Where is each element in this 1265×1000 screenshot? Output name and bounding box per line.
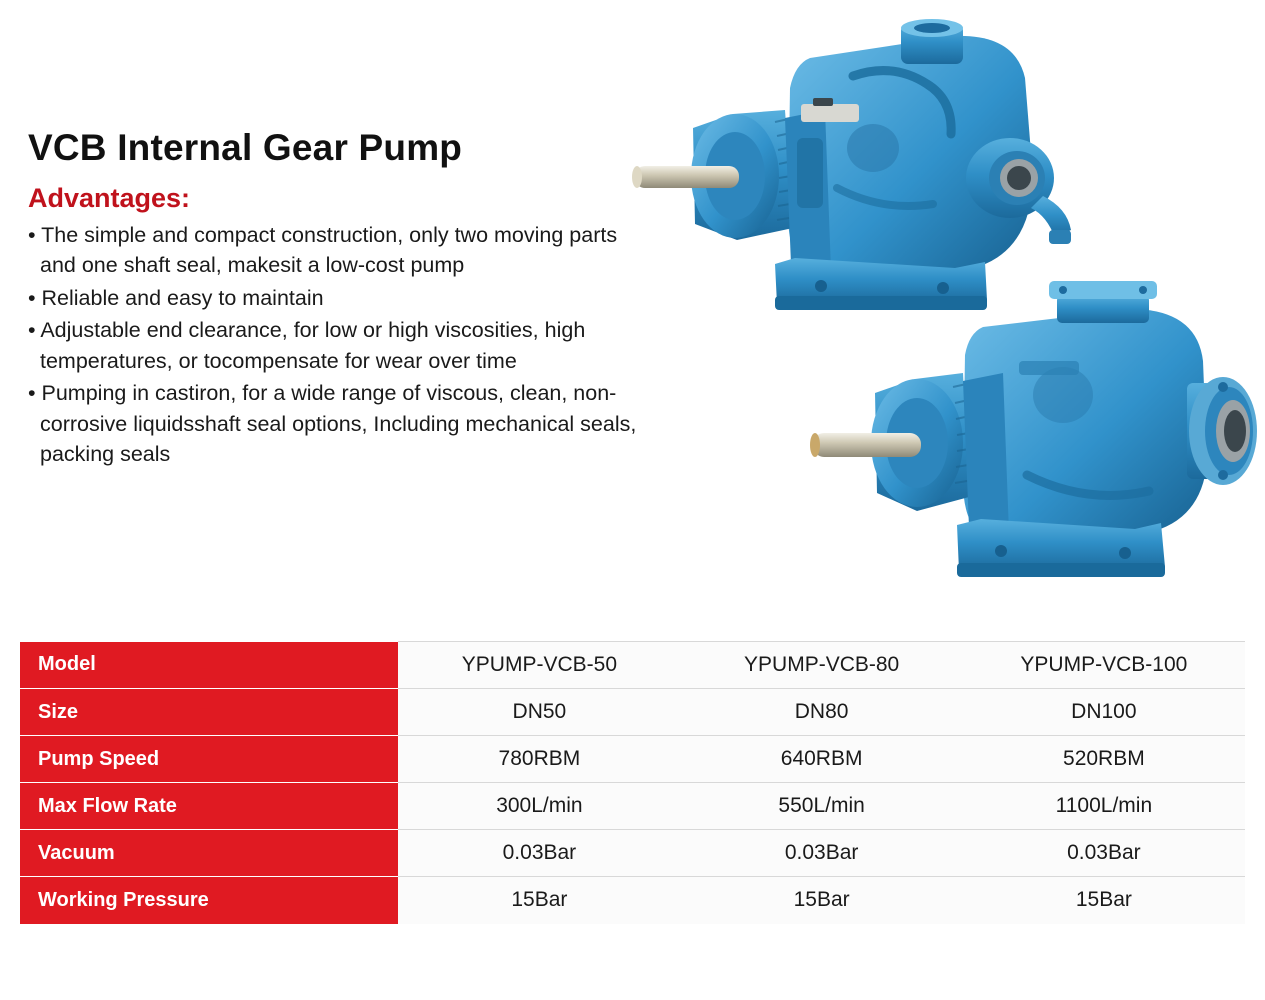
row-label: Size: [20, 689, 398, 736]
row-value: DN50: [398, 689, 680, 736]
row-value: YPUMP-VCB-80: [681, 642, 963, 689]
advantage-item: • Pumping in castiron, for a wide range of viscous, clean, non- corrosive liquidsshaft seal options, Including mechanical seals, packing seals: [28, 381, 637, 467]
advantages-heading: Advantages:: [28, 182, 191, 213]
row-value: DN80: [681, 689, 963, 736]
row-value: 0.03Bar: [681, 830, 963, 877]
row-value: 300L/min: [398, 783, 680, 830]
row-value: YPUMP-VCB-50: [398, 642, 680, 689]
row-value: 15Bar: [681, 877, 963, 924]
table-row: [20, 783, 1245, 830]
row-label: Max Flow Rate: [20, 783, 398, 830]
row-value: 550L/min: [681, 783, 963, 830]
row-value: 0.03Bar: [398, 830, 680, 877]
advantage-item: • The simple and compact construction, only two moving parts and one shaft seal, makesit a low-cost pump: [28, 222, 618, 278]
table-row: [20, 736, 1245, 783]
specification-table: [20, 641, 1245, 924]
table-row: [20, 642, 1245, 689]
row-value: 780RBM: [398, 736, 680, 783]
table-row: [20, 830, 1245, 877]
row-label: Model: [20, 642, 398, 689]
table-row: [20, 689, 1245, 736]
advantages-list: [28, 220, 648, 470]
row-label: Working Pressure: [20, 877, 398, 924]
row-value: YPUMP-VCB-100: [963, 642, 1245, 689]
advantage-item: • Reliable and easy to maintain: [28, 285, 324, 310]
advantage-item: • Adjustable end clearance, for low or high viscosities, high temperatures, or tocompensate for wear over time: [28, 318, 586, 373]
row-label: Pump Speed: [20, 736, 398, 783]
product-image-area: [600, 0, 1265, 610]
pump-photo-bottom: [805, 275, 1265, 585]
intro-text-block: [28, 128, 648, 472]
row-value: 15Bar: [398, 877, 680, 924]
page-title: VCB Internal Gear Pump: [28, 127, 463, 168]
row-value: 15Bar: [963, 877, 1245, 924]
row-value: DN100: [963, 689, 1245, 736]
row-value: 1100L/min: [963, 783, 1245, 830]
row-value: 0.03Bar: [963, 830, 1245, 877]
table-row: [20, 877, 1245, 924]
pump-photo-top: [625, 18, 1095, 318]
spec-table-body: [20, 642, 1245, 924]
row-value: 640RBM: [681, 736, 963, 783]
row-value: 520RBM: [963, 736, 1245, 783]
row-label: Vacuum: [20, 830, 398, 877]
